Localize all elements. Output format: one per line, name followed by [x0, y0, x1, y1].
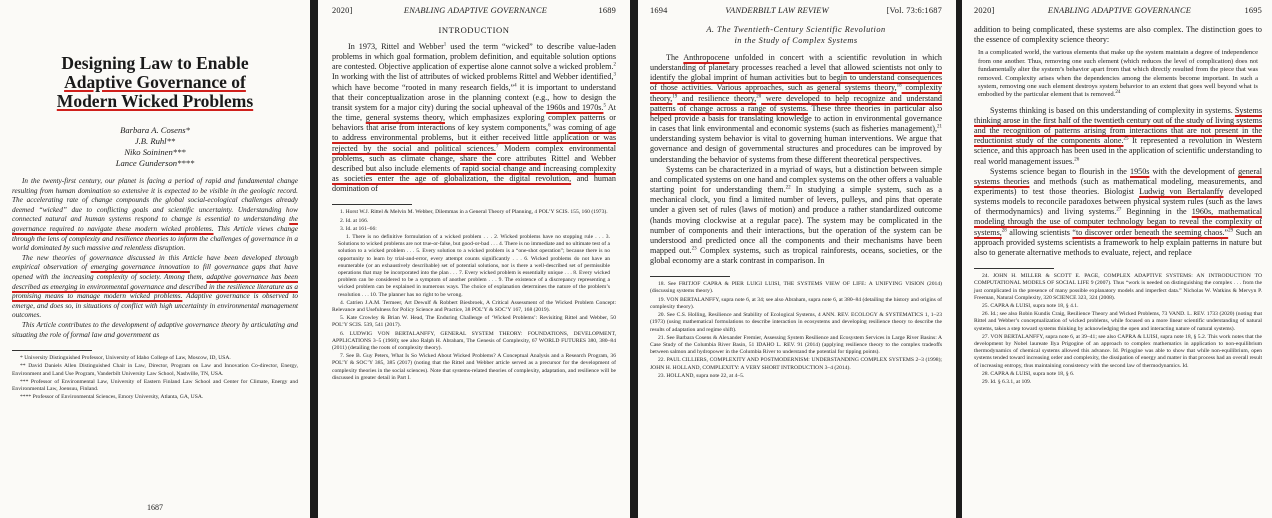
text-run: it is important to understand that their conceptualization arose in the planning context (e.g., how to design the transit system for a major city) during the social upheaval of the — [332, 82, 616, 112]
footnote: 24. JOHN H. MILLER & SCOTT E. PAGE, COMPLEX ADAPTIVE SYSTEMS: AN INTRODUCTION TO COMPUTATIONAL MODELS OF SOCIAL LIFE 9 (2007). Thus “work is needed on distinguishing the complex . . . from the just complicated in the presence of many possible explanatory models and imperfect data.” Nicholas W. Watkins & Mervyn P. Freeman, Natural Complexity, 320 SCIENCE 323, 324 (2008). — [974, 273, 1262, 301]
title-line-2: Adaptive Governance of — [64, 72, 246, 92]
footnote: 21. See Barbara Cosens & Alexander Fremier, Assessing System Resilience and Ecosystem Services in Large River Basins: A Case Study of the Columbia River Basin, 51 IDAHO L. REV. 91 (2014) (applying resilience theory to the complex tradeoffs between salmon and hydropower in the Columbia River to understand the potential for tipping points). — [650, 334, 942, 356]
header-title: ENABLING ADAPTIVE GOVERNANCE — [1047, 6, 1192, 15]
text-run: used the term “wicked” to describe value-laden problems in which goal formation, problem definition, and equitable solution options are contested. Objective application of expertise alone cannot solve a wicked problem. — [332, 42, 616, 72]
footnote: 5. Kate Crowley & Brian W. Head, The Enduring Challenge of ‘Wicked Problems’: Revisiting Rittel and Webber, 50 POL’Y SCIS. 539, 541 (2017). — [332, 315, 616, 329]
page-1695 — [962, 0, 1272, 518]
highlighted-text: share the core attributes — [459, 153, 547, 163]
paragraph: In 1973, Rittel and Webber$^1$ used the term “wicked” to describe value-laden problems in which goal formation, problem definition, and equitable solution options are contested. Objective application of expertise alone cannot solve a wicked problem.$^2$ In working with the list of attributes of wicked problems Rittel and Webber identified,$^3$ which have become “rooted in many research fields,”$^4$ it is important to understand that their conceptualization arose in the planning context (e.g., how to design the transit system for a major city) during the social upheaval of the 1960s and 1970s.$^5$ At the time, general systems theory, which emphasizes exploring complex patterns or behaviors that arise from interactions of key system components,$^6$ was coming of age to address environmental problems, but it either received little application or was rejected by the social and political sciences.$^7$ Modern complex environmental problems, such as climate change, share the core attributes Rittel and Webber described but also include elements of rapid social change and increasing complexity as societies enter the age of globalization, the digital revolution, and human domination of — [332, 42, 617, 194]
highlighted-text: coming of age to address environmental problems, but it either received little application or was rejected by the social and political sciences. — [332, 123, 617, 153]
header-title: VANDERBILT LAW REVIEW — [725, 6, 829, 15]
text-run: The — [666, 53, 684, 62]
body-text — [974, 106, 1262, 258]
footnote: 26. Id.; see also Robin Kundis Craig, Resilience Theory and Wicked Problems, 73 VAND. L. REV. 1733 (2020) (noting that Rittel and Webber’s conceptualization of wicked problems, while focused on a more linear scientific understanding of natural systems, takes a step toward systems thinking by acknowledging the open and interacting nature of natural systems). — [974, 311, 1262, 332]
highlighted-text: general systems theory, — [365, 113, 446, 123]
text-run: developed systems models to reconcile paradoxes between physical system rules (such as the laws of thermodynamics) and living systems. — [974, 187, 1263, 217]
footnote: 6. LUDWIG VON BERTALANFFY, GENERAL SYSTEM THEORY: FOUNDATIONS, DEVELOPMENT, APPLICATIONS 3–5 (1968); see also Ralph H. Abraham, The Genesis of Complexity, 67 WORLD FUTURES 380, 380–84 (2011) (detailing the roots of complexity theory). — [332, 330, 616, 351]
footnote-divider — [650, 276, 730, 277]
author: Niko Soininen*** — [124, 147, 186, 157]
highlighted-text: and resilience theory, — [677, 93, 757, 103]
footnote: 22. PAUL CILLIERS, COMPLEXITY AND POSTMODERNISM: UNDERSTANDING COMPLEX SYSTEMS 2–3 (1998); JOHN H. HOLLAND, COMPLEXITY: A VERY SHORT INTRODUCTION 3–4 (2014). — [650, 357, 942, 371]
header-page-number: 1695 — [1244, 6, 1262, 15]
text-run: unfolded in concert with a scientific revolution in which understanding of planetary processes reached a level that — [650, 53, 942, 73]
body-text — [974, 25, 1262, 45]
footnote-divider — [974, 268, 1054, 269]
paragraph: addition to being complicated, these systems are also complex. The distinction goes to the essence of complexity science theory: — [974, 25, 1262, 45]
section-heading — [650, 25, 942, 46]
abstract-paragraph — [12, 254, 298, 321]
text-run: which emphasizes exploring complex patterns or behaviors that arise from interactions of key system components, — [332, 113, 617, 133]
text-run: Beginning in the — [1121, 207, 1192, 217]
block-quote: In a complicated world, the various elements that make up the system maintain a degree of independence from one another. Thus, removing one such element (which reduces the level of complication) does not fundamentally alter the system’s behavior apart from that which directly resulted from the piece that was removed. Complexity arises when the dependencies among the elements become important. In such a system, removing one such element destroys system behavior to an extent that goes well beyond what is embodied by the particular element that is removed.$^{24}$ — [978, 49, 1258, 99]
running-header — [974, 6, 1262, 15]
footnotes — [974, 273, 1262, 386]
highlighted-text: emerging governance innovation — [90, 263, 190, 272]
author: Lance Gunderson**** — [115, 158, 195, 168]
footnote: 2. Id. at 166. — [340, 217, 369, 224]
paragraph: Systems science began to flourish in the 1950s with the development of general systems theories and methods (such as mathematical modeling, measurements, and experiments) to test those theories. Biologist Ludwig von Bertalanffy developed systems models to reconcile paradoxes between physical system rules (such as the laws of thermodynamics) and living systems.$^{27}$ Beginning in the 1960s, mathematical modeling through the use of computer technology began to reveal the complexity of systems,$^{28}$ allowing scientists “to discover order beneath the seeming chaos.”$^{29}$ Such an approach provided systems scientists a framework to help explain patterns in nature but also to generate alternative methods to evaluate, reject, and replace — [974, 166, 1263, 257]
text-run: Systems thinking is based on this understanding of complexity in systems. — [990, 105, 1235, 115]
text-run: Adaptive governance is observed to emerge, and does so, in situations of conflict with high uncertainty in environmental management outcomes. — [12, 292, 298, 320]
highlighted-text: 1960s and 1970s. — [546, 102, 604, 112]
header-page-number: 1694 — [650, 6, 668, 15]
highlighted-text: general systems theories — [974, 166, 1262, 186]
footnote: *** Professor of Environmental Law, University of Eastern Finland Law School and Center for Climate, Energy and Environmental Law, Joensuu, Finland. — [12, 378, 298, 392]
author: Barbara A. Cosens* — [120, 125, 190, 135]
footnote: ** David Daniels Allen Distinguished Chair in Law, Director, Program on Law and Innovation Co-director, Energy, Environment and Land Use Program, Vanderbilt University Law School, Nashville, TN, USA. — [12, 363, 298, 377]
footnote: 4. Catrien J.A.M. Termeer, Art Dewulf & Robbert Biesbroek, A Critical Assessment of the Wicked Problem Concept: Relevance and Usefulness for Policy Science and Practice, 38 POL’Y & SOC’Y 167, 168 (2019). — [332, 299, 616, 313]
abstract — [12, 177, 298, 340]
body-text — [650, 53, 942, 266]
footnotes — [332, 209, 616, 382]
text-run: Systems science began to flourish in the — [990, 166, 1130, 176]
running-header — [650, 6, 942, 15]
body-text — [332, 42, 616, 194]
paragraph: Systems can be characterized in a myriad of ways, but a distinction between simple and complicated systems on one hand and complex systems on the other offers a valuable starting point for understanding them.$^{22}$ In studying a simple system, such as a mechanical clock, you find a limited number of levers, pulleys, and pins that operate under a given set of rules (laws of motion) and produce a rather standardized outcome (hands moving clockwise at a regular pace). The system may be complicated in the number of components and their interactions, but the operation of the system can be understood and predicted once all the components and their mechanisms have been mapped out.$^{23}$ Complex systems, such as tropical rainforests, oceans, societies, or the global economy are a stark contrast in comparison. In — [650, 164, 942, 266]
abstract-paragraph — [12, 177, 298, 254]
author: J.B. Ruhl** — [134, 136, 176, 146]
page-1687 — [0, 0, 310, 518]
header-left: 2020] — [974, 6, 995, 15]
text-run: The new theories of governance discussed in this Article have been developed through empirical observation of — [12, 253, 298, 272]
footnote: 1. Horst W.J. Rittel & Melvin M. Webber, Dilemmas in a General Theory of Planning, 4 POL’Y SCIS. 155, 160 (1973). — [340, 209, 608, 216]
text-run: allowing scientists — [1006, 227, 1073, 237]
highlighted-text: 1950s — [1130, 166, 1150, 176]
text-run: with the development of — [1149, 166, 1239, 176]
section-heading-line: in the Study of Complex Systems — [734, 35, 858, 45]
text-run: Systems can be characterized in a myriad of ways, but a distinction between simple and complicated systems on one hand and complex systems on the other offers a valuable starting point for understanding them. — [650, 164, 942, 195]
footnote: 28. CAPRA & LUISI, supra note 18, § 6. — [982, 370, 1075, 377]
highlighted-text: allowed scientists not only to identify the global imprint of human activities but to begin to understand consequences of those activities. Various approaches, such as general systems theory, — [650, 63, 942, 93]
text-run: to fill governance gaps that have opened with the increasing complexity of society. Among them, — [12, 263, 298, 281]
footnote: 23. HOLLAND, supra note 22, at 4–5. — [658, 372, 745, 379]
text-run: In studying a simple system, such as a mechanical clock, you find a limited number of levers, pulleys, and pins that operate under a given set of rules (laws of motion) and produce a rather standardized outcome (hands moving clockwise at a regular pace). The system may be complicated in the number of components and their interactions, but the operation of the system can be understood and predicted once all the components and their mechanisms have been mapped out. — [650, 185, 942, 255]
footnote: 25. CAPRA & LUISI, supra note 18, § 4.1. — [982, 302, 1079, 309]
highlighted-text: Ludwig von Bertalanffy — [1139, 187, 1224, 196]
footnote: **** Professor of Environmental Sciences, Emory University, Atlanta, GA, USA. — [20, 394, 204, 401]
footnote: 27. VON BERTALANFFY, supra note 6, at 39–41; see also CAPRA & LUISI, supra note 18, § 5.2. This work notes that the development by Nobel laureate Ilya Prigogine of an approach to complex mathematics in application to non-equilibrium thermodynamics of chemical systems allowed this advance. Id. Prigogine was able to show that while non-equilibrium, open systems tended toward increasing order and complexity, the dissipation of energy and matter in that process had an overall result of increasing entropy, thus maintaining consistency with the second law of thermodynamics. Id. — [974, 333, 1262, 369]
footnote-divider — [12, 350, 92, 351]
highlighted-text: 1960s, mathematical modeling through the use of computer technology began to reveal the complexity of systems, — [974, 207, 1262, 237]
title-line-1: Designing Law to Enable — [61, 53, 249, 73]
text-run: Complex systems, such as tropical rainforests, oceans, societies, or the global economy are a stark contrast in comparison. In — [650, 245, 942, 266]
highlighted-text: Systems thinking arose in the first half of the twentieth century out of the study of living systems and the recognition of patterns arising from interactions that are not present in the reductionist study of the components alone. — [974, 105, 1262, 146]
text-run: In working with the list of attributes of wicked problems Rittel and Webber identified, — [332, 72, 614, 82]
text-run: At the time, — [332, 102, 616, 123]
header-page-number: 1689 — [598, 6, 616, 15]
header-title: ENABLING ADAPTIVE GOVERNANCE — [403, 6, 548, 15]
highlighted-text: “to discover order beneath the seeming chaos.” — [1072, 227, 1229, 237]
footnote: 3. Id. at 161–66: — [340, 225, 377, 232]
text-run: These three theories in particular also helped provide a basis for translating knowledge to action in environmental governance in cases that link environmental and economic systems (such as fisheries management), — [650, 103, 943, 134]
text-run: was — [550, 123, 569, 133]
text-run: In the twenty-first century, our planet is facing a period of rapid and fundamental change resulting from human domination so extensive it is expected to be visible in the geologic record. The accelerating rate of change compounds the global social-ecological challenges already deemed “wicked” due to conflicting goals and scientific uncertainty. Understanding how connected natural and human systems respond to change is essential to understanding — [12, 177, 298, 224]
footnote: 18. See FRITJOF CAPRA & PIER LUIGI LUISI, THE SYSTEMS VIEW OF LIFE: A UNIFYING VISION (2014) (discussing systems theory). — [650, 281, 942, 295]
text-run: understanding system behavior is vital to governing human interventions. We argue that governance and design of governmental structures and procedures can be improved by understanding the behavior of systems from these different theoretical perspectives. — [650, 134, 942, 164]
section-heading-line: A. The Twentieth-Century Scientific Revolution — [706, 25, 886, 34]
footnote: 19. VON BERTALANFFY, supra note 6, at 34; see also Abraham, supra note 6, at 380–84 (detailing the history and origins of complexity theory). — [650, 296, 942, 310]
author-list — [12, 125, 298, 169]
page-number: 1687 — [147, 503, 163, 512]
highlighted-text: Anthropocene — [683, 53, 730, 62]
highlighted-text: complexity theory, — [650, 83, 942, 103]
text-run: It represented a revolution in Western science, and this approach has been used in the application of scientific understanding to real world management issues. — [974, 136, 1262, 166]
text-run: In a complicated world, the various elements that make up the system maintain a degree of independence from one another. Thus, removing one such element (which reduces the level of complication) does not fundamentally alter the system’s behavior apart from that which directly resulted from the piece that was removed. Complexity arises when the dependencies among the elements become important. In such a system, removing one such element destroys system behavior to an extent that goes well beyond what is embodied by the particular element that is removed. — [978, 49, 1258, 99]
text-run: This Article views change through the lens of complexity and resilience theories to inform the challenges of governance in a world dominated by such massive and relentless disruption. — [12, 224, 298, 253]
text-run: Modern complex environmental problems, such as climate change, — [332, 143, 616, 163]
running-header — [332, 6, 616, 15]
footnote-divider — [332, 204, 412, 205]
header-left: 2020] — [332, 6, 353, 15]
text-run: and human domination of — [332, 174, 616, 194]
header-volume: [Vol. 73:6:1687 — [886, 6, 942, 15]
footnotes — [12, 355, 298, 401]
text-run: and methods (such as mathematical modeling, measurements, and experiments) to test those theories. Biologist — [974, 176, 1263, 196]
text-run: which have become “rooted in many research fields,” — [332, 82, 515, 92]
footnote: 20. See C.S. Holling, Resilience and Stability of Ecological Systems, 4 ANN. REV. ECOLOGY & SYSTEMATICS 1, 1–23 (1973) (using mathematical formulations to describe interaction in ecosystems and developing resilience theory to describe the results of adaptation and regime shift). — [650, 312, 942, 333]
text-run: Such an approach provided systems scientists a framework to help explain patterns in nature but also to generate alternative methods to evaluate, reject, and replace — [974, 227, 1262, 257]
footnote-quote: 1. There is no definitive formulation of a wicked problem . . . 2. Wicked problems have no stopping rule . . . 3. Solutions to wicked problems are not true-or-false, but good-or-bad . . . 4. There is no immediate and no ultimate test of a solution to a wicked problem . . . 5. Every solution to a wicked problem is a “one-shot operation”; because there is no opportunity to learn by trial-and-error, every attempt counts significantly . . . 6. Wicked problems do not have an enumerable (or an exhaustively describable) set of potential solutions, nor is there a well-described set of permissible operations that may be incorporated into the plan . . . 7. Every wicked problem is essentially unique . . . 8. Every wicked problem can be considered to be a symptom of another problem . . . 9. The existence of a discrepancy representing a wicked problem can be explained in numerous ways. The choice of explanation determines the nature of the problem’s resolution . . . 10. The planner has no right to be wrong. — [338, 233, 610, 298]
footnote: * University Distinguished Professor, University of Idaho College of Law, Moscow, ID, USA. — [20, 355, 231, 362]
footnotes — [650, 281, 942, 380]
footnote: 29. Id. § 6.3.1, at 109. — [982, 378, 1032, 385]
page-1694 — [638, 0, 956, 518]
section-heading: INTRODUCTION — [438, 25, 510, 35]
text-run: In 1973, Rittel and Webber — [348, 42, 444, 51]
footnote: 7. See B. Guy Peters, What Is So Wicked About Wicked Problems? A Conceptual Analysis and a Research Program, 36 POL’Y & SOC’Y 385, 385 (2017) (noting that the Rittel and Webber article served as a precursor for the development of complexity theories in the social sciences). Note that systems-related theories of complexity, adaptation, and resilience will be discussed in greater detail in Part I. — [332, 353, 616, 381]
highlighted-text: but also include elements of rapid social change and increasing complexity as societies enter the age of globalization, the digital revolution, — [332, 163, 617, 184]
highlighted-text: the governance required to navigate these modern wicked problems. — [12, 215, 298, 233]
title-line-3: Modern Wicked Problems — [56, 91, 254, 111]
page-1689 — [318, 0, 630, 518]
paragraph: The Anthropocene unfolded in concert with a scientific revolution in which understanding of planetary processes reached a level that allowed scientists not only to identify the global imprint of human activities but to begin to understand consequences of those activities. Various approaches, such as general systems theory,$^{18}$ complexity theory,$^{19}$ and resilience theory,$^{20}$ were developed to help recognize and understand patterns of change across a range of systems. These three theories in particular also helped provide a basis for translating knowledge to action in environmental governance in cases that link environmental and economic systems (such as fisheries management),$^{21}$ understanding system behavior is vital to governing human interventions. We argue that governance and design of governmental structures and procedures can be improved by understanding the behavior of systems from these different theoretical perspectives. — [650, 53, 943, 164]
highlighted-text: were developed to help recognize and understand patterns of change across a range of systems. — [650, 93, 942, 113]
highlighted-text: adaptive governance has been described as emerging in environmental governance and described in the resilience literature as a promising means to manage modern wicked problems. — [12, 272, 298, 301]
abstract-paragraph: This Article contributes to the development of adaptive governance theory by articulating and situating the role of formal law and government as — [12, 320, 298, 339]
text-run: Rittel and Webber described — [332, 153, 616, 173]
paragraph: Systems thinking is based on this understanding of complexity in systems. Systems thinking arose in the first half of the twentieth century out of the study of living systems and the recognition of patterns arising from interactions that are not present in the reductionist study of the components alone.$^{25}$ It represented a revolution in Western science, and this approach has been used in the application of scientific understanding to real world management issues.$^{26}$ — [974, 105, 1262, 166]
article-title — [12, 54, 298, 111]
